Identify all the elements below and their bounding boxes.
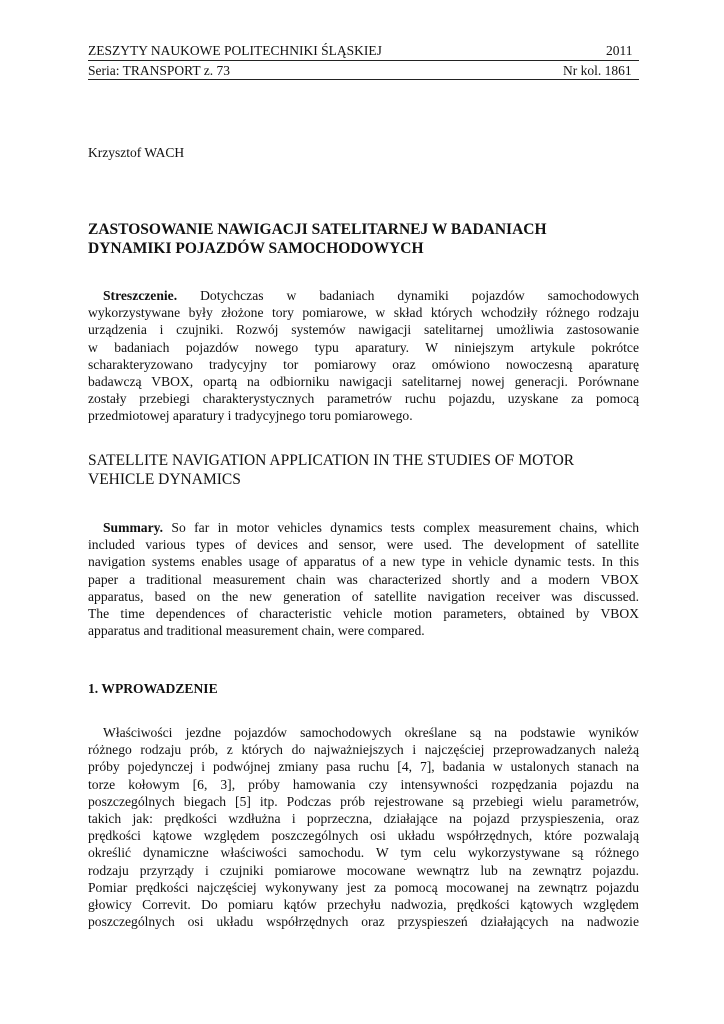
body-line: rodzaju przyrządy i czujniki pomiarowe mocowane wewnątrz lub na zewnątrz pojazdu.: [88, 862, 639, 878]
abstract-polish-line: Streszczenie. Dotychczas w badaniach dynamiki pojazdów samochodowych: [103, 288, 639, 303]
header-rule: [88, 60, 639, 61]
title-polish-line: DYNAMIKI POJAZDÓW SAMOCHODOWYCH: [88, 240, 424, 257]
body-line: określić dynamiczne właściwości samochodu. W tym celu wykorzystywane są różnego: [88, 845, 639, 861]
body-line: Pomiar prędkości najczęściej wykonywany jest za pomocą mocowanej na zewnątrz pojazdu: [88, 879, 639, 895]
title-polish: [88, 220, 547, 258]
abstract-polish-line: przedmiotowej aparatury i tradycyjnego toru pomiarowego.: [88, 408, 413, 424]
abstract-polish-label: Streszczenie.: [103, 288, 178, 303]
title-polish-line: ZASTOSOWANIE NAWIGACJI SATELITARNEJ W BADANIACH: [88, 221, 547, 238]
abstract-polish-line: scharakteryzowano tradycyjny tor pomiarowy oraz omówiono nowoczesną aparaturę: [88, 356, 639, 372]
abstract-english: [88, 519, 639, 639]
section-heading: 1. WPROWADZENIE: [88, 681, 218, 696]
abstract-polish-line: zostały przebiegi charakterystycznych parametrów ruchu pojazdu, uzyskane za pomocą: [88, 391, 639, 407]
journal-number: Nr kol. 1861: [563, 63, 632, 78]
abstract-english-line: apparatus, based on the new generation of satellite navigation receiver was discussed.: [88, 588, 639, 604]
journal-name: ZESZYTY NAUKOWE POLITECHNIKI ŚLĄSKIEJ: [88, 43, 382, 58]
abstract-english-line: paper a traditional measurement chain was characterized shortly and a modern VBOX: [88, 571, 639, 587]
abstract-polish-line: w badaniach pojazdów nowego typu aparatury. W niniejszym artykule pokrótce: [88, 339, 639, 355]
abstract-polish: [88, 287, 639, 425]
abstract-polish-line: urządzenia i czujniki. Rozwój systemów nawigacji satelitarnej umożliwia zastosowanie: [88, 322, 639, 338]
abstract-english-line: included various types of devices and sensor, were used. The development of satellite: [88, 537, 639, 553]
body-line: próby pojedynczej i podwójnej zmiany pasa ruchu [4, 7], badania w ustalonych stanach na: [88, 759, 639, 775]
body-line: prędkości kątowe względem poszczególnych osi układu współrzędnych, które pozwalają: [88, 828, 639, 844]
body-line: torze kołowym [6, 3], próby hamowania czy intensywności rozpędzania pojazdu na: [88, 776, 639, 792]
section-body: [88, 724, 639, 930]
title-english: [88, 451, 574, 489]
author-name: Krzysztof WACH: [88, 145, 185, 160]
body-line: Właściwości jezdne pojazdów samochodowych określane są na podstawie wyników: [103, 725, 639, 740]
body-line: różnego rodzaju prób, z których do najważniejszych i najczęściej przeprowadzanych należą: [88, 742, 639, 758]
body-line: poszczególnych biegach [5] itp. Podczas prób rejestrowane są przebiegi wielu parametrów,: [88, 793, 639, 809]
title-english-line: SATELLITE NAVIGATION APPLICATION IN THE STUDIES OF MOTOR: [88, 452, 575, 469]
abstract-polish-line: badawczą VBOX, opartą na odbiorniku nawigacji satelitarnej nowej generacji. Porównane: [88, 373, 639, 389]
abstract-english-label: Summary.: [103, 520, 164, 535]
journal-year: 2011: [606, 43, 633, 58]
abstract-english-line: The time dependences of characteristic vehicle motion parameters, obtained by VBOX: [88, 605, 639, 621]
abstract-polish-line: wykorzystywane były złożone tory pomiarowe, w skład których wchodziły różnego rodzaju: [88, 305, 639, 321]
journal-series: Seria: TRANSPORT z. 73: [88, 63, 230, 78]
header-rule-bottom: [88, 79, 639, 80]
title-english-line: VEHICLE DYNAMICS: [88, 471, 241, 488]
abstract-english-line: Summary. So far in motor vehicles dynamics tests complex measurement chains, which: [103, 520, 639, 535]
body-line: takich jak: prędkości wzdłużna i poprzeczna, działające na pojazd przyspieszenia, oraz: [88, 810, 639, 826]
body-line: poszczególnych osi układu współrzędnych oraz przyspieszeń działających na nadwozie: [88, 914, 639, 930]
body-line: głowicy Correvit. Do pomiaru kątów przechyłu nadwozia, prędkości kątowych względem: [88, 896, 639, 912]
abstract-english-line: navigation systems enables usage of apparatus of a new type in vehicle dynamic tests. In this: [88, 554, 639, 570]
abstract-english-line: apparatus and traditional measurement chain, were compared.: [88, 623, 425, 639]
